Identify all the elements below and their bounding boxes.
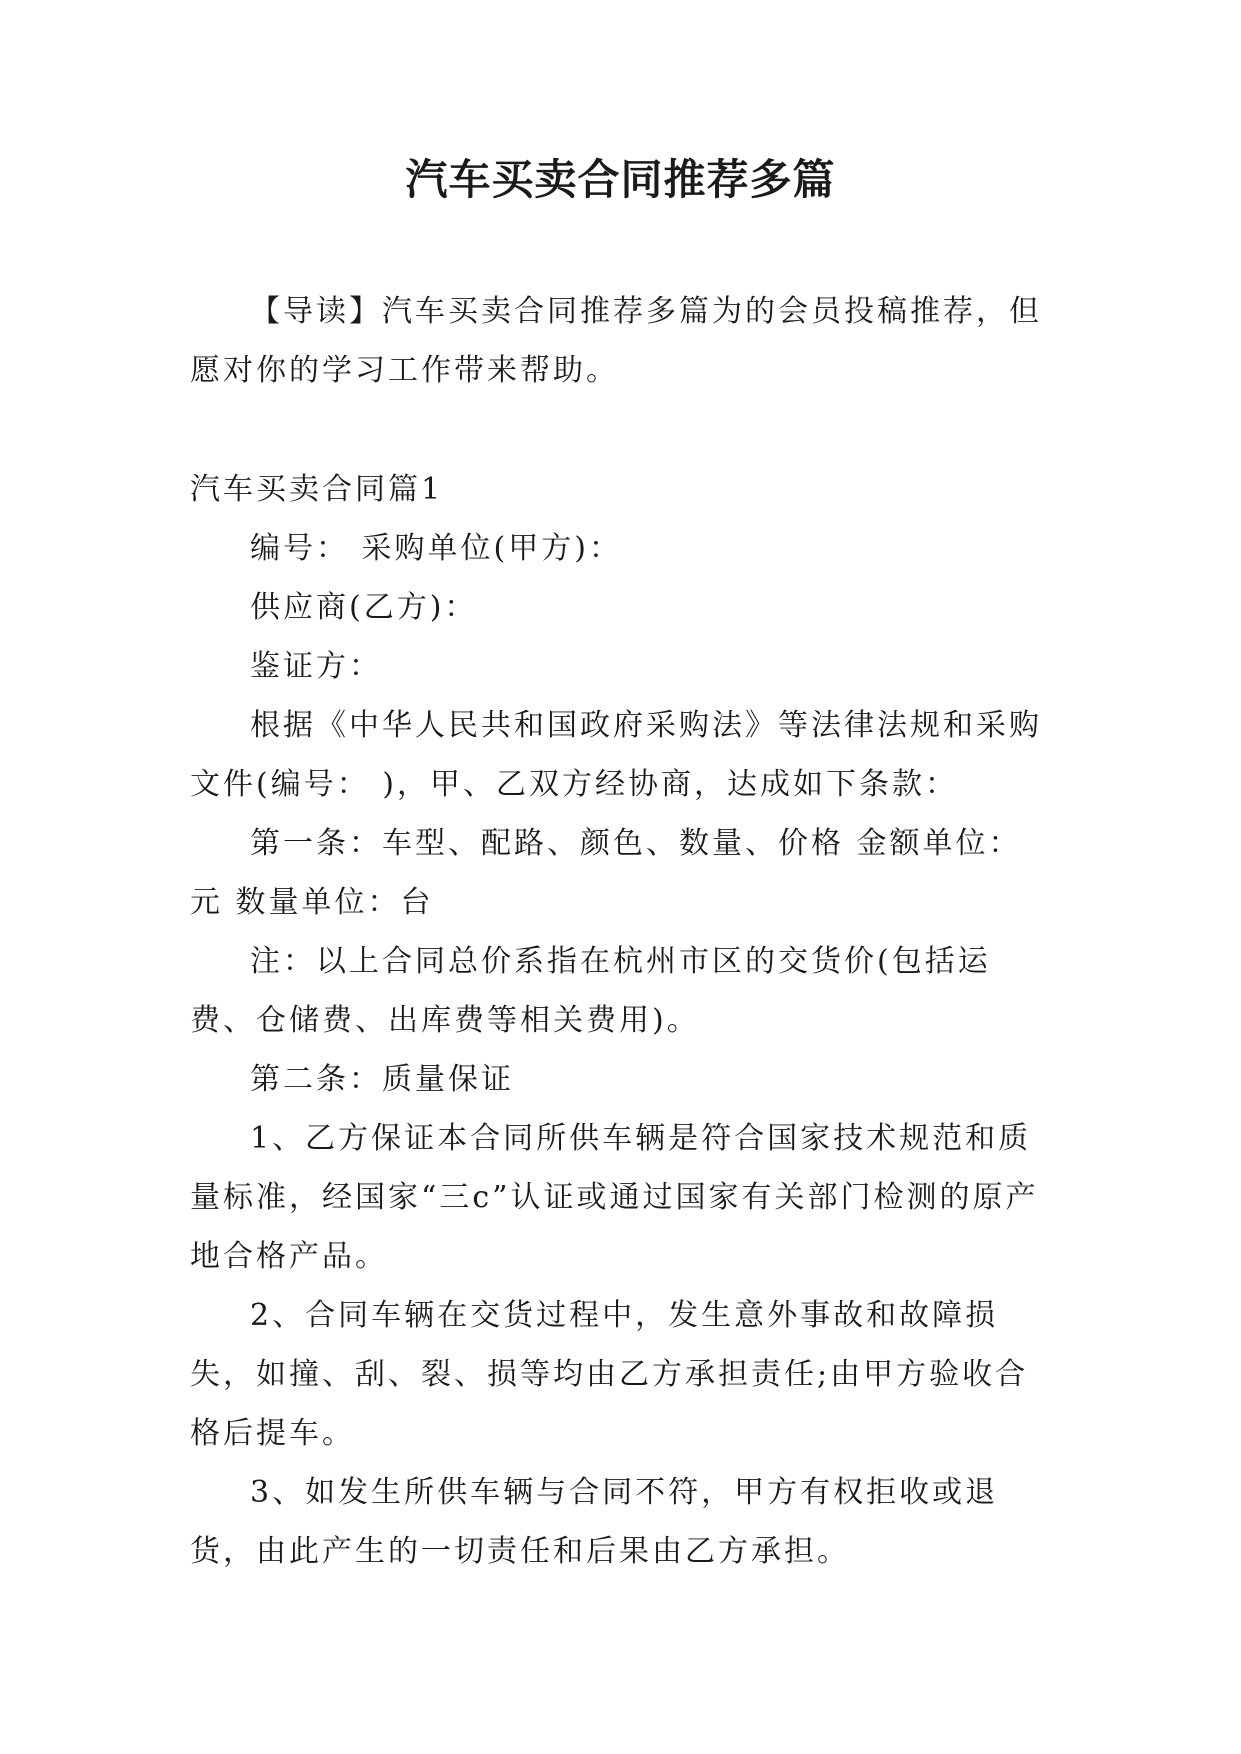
supplier-line: 供应商(乙方)： bbox=[250, 590, 478, 625]
document-body bbox=[190, 282, 1050, 1581]
note-paragraph: 注：以上合同总价系指在杭州市区的交货价(包括运费、仓储费、出库费等相关费用)。 bbox=[190, 944, 991, 1038]
preamble-paragraph: 根据《中华人民共和国政府采购法》等法律法规和采购文件(编号： )，甲、乙双方经协商，达成如下条款： bbox=[190, 708, 1042, 802]
witness-line: 鉴证方： bbox=[250, 649, 382, 684]
section-heading: 汽车买卖合同篇1 bbox=[190, 472, 444, 507]
clause-2-paragraph: 2、合同车辆在交货过程中，发生意外事故和故障损失，如撞、刮、裂、损等均由乙方承担责任;由甲方验收合格后提车。 bbox=[190, 1298, 1029, 1451]
article-two-heading: 第二条：质量保证 bbox=[250, 1062, 514, 1097]
article-one-paragraph: 第一条：车型、配路、颜色、数量、价格 金额单位：元 数量单位：台 bbox=[190, 826, 1022, 920]
document-title: 汽车买卖合同推荐多篇 bbox=[405, 155, 836, 204]
clause-1-paragraph: 1、乙方保证本合同所供车辆是符合国家技术规范和质量标准，经国家“三c”认证或通过国家有关部门检测的原产地合格产品。 bbox=[190, 1121, 1039, 1274]
clause-3-paragraph: 3、如发生所供车辆与合同不符，甲方有权拒收或退货，由此产生的一切责任和后果由乙方承担。 bbox=[190, 1475, 999, 1569]
intro-paragraph: 【导读】汽车买卖合同推荐多篇为的会员投稿推荐，但愿对你的学习工作带来帮助。 bbox=[190, 294, 1042, 388]
contract-number-line: 编号： 采购单位(甲方)： bbox=[250, 531, 622, 566]
